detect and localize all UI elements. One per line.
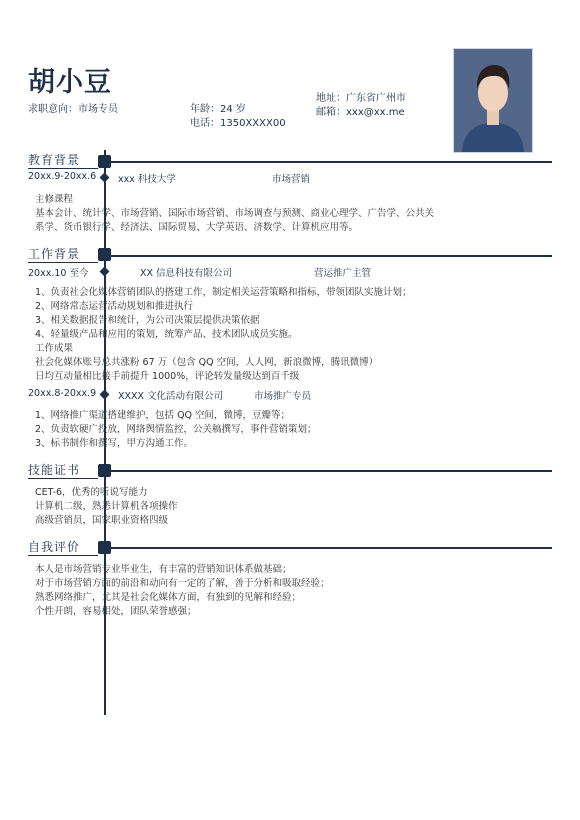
education-major: 市场营销: [272, 174, 311, 185]
self-title: 自我评价: [28, 540, 81, 554]
skills-title-underline: [28, 478, 98, 479]
self-title-underline: [28, 555, 98, 556]
courses-line: 基本会计、统计学、市场营销、国际市场营销、市场调查与预测、商业心理学、广告学、公共关: [35, 208, 435, 219]
education-diamond-marker: [100, 173, 110, 183]
skills-title: 技能证书: [28, 463, 81, 477]
courses-label: 主修课程: [35, 194, 74, 205]
skill-item: CET-6，优秀的听说写能力: [35, 487, 148, 498]
address: [316, 89, 406, 104]
education-title: 教育背景: [28, 153, 81, 167]
age: [190, 100, 246, 115]
job-duty: 2、负责软硬广投放，网络舆情监控，公关稿撰写，事件营销策划；: [35, 424, 317, 435]
job-duty: 3、标书制作和撰写，甲方沟通工作。: [35, 438, 194, 449]
job-date: 20xx.8-20xx.9: [28, 388, 97, 399]
job-duty: 4、轻量级产品和应用的策划，统筹产品、技术团队成员实施。: [35, 329, 298, 340]
job-date: 20xx.10 至今: [28, 268, 89, 279]
work-title-underline: [28, 262, 98, 263]
job-duty: 2、网络常态运营活动规划和推进执行: [35, 301, 194, 312]
skills-divider: [106, 470, 552, 472]
job-role: 市场推广专员: [254, 391, 312, 402]
job-intent-label: 求职意向：: [28, 104, 78, 115]
skill-item: 计算机二级，熟悉计算机各项操作: [35, 501, 178, 512]
courses-line: 系学、货币银行学、经济法、国际贸易、大学英语、济数学、计算机应用等。: [35, 222, 359, 233]
job-diamond-marker: [100, 390, 110, 400]
self-divider: [106, 547, 552, 549]
work-divider: [106, 255, 552, 257]
self-line: 对于市场营销方面的前沿和动向有一定的了解，善于分析和吸取经验；: [35, 578, 330, 589]
job-result: 日均互动量相比接手前提升 1000%，评论转发量级达到百千级: [35, 371, 300, 382]
age-value: 24 岁: [220, 104, 246, 115]
job-role: 营运推广主管: [314, 268, 372, 279]
job-duty: 3、相关数据报告和统计，为公司决策层提供决策依据: [35, 315, 260, 326]
candidate-name: 胡小豆: [28, 67, 112, 98]
education-school: xxx 科技大学: [118, 174, 176, 185]
email-label: 邮箱：: [316, 107, 346, 118]
skill-item: 高级营销员，国家职业资格四级: [35, 515, 169, 526]
address-value: 广东省广州市: [346, 93, 406, 104]
phone-label: 电话：: [190, 118, 220, 129]
phone-value: 1350XXXX00: [220, 118, 286, 129]
job-company: XX 信息科技有限公司: [140, 268, 233, 279]
email-value: xxx@xx.me: [346, 107, 405, 118]
age-label: 年龄：: [190, 104, 220, 115]
email: [316, 103, 405, 118]
profile-photo: [453, 48, 533, 153]
work-title: 工作背景: [28, 247, 81, 261]
job-results-label: 工作成果: [35, 343, 74, 354]
self-line: 个性开朗，容易相处，团队荣誉感强；: [35, 606, 197, 617]
job-duty: 1、网络推广渠道搭建维护，包括 QQ 空间，微博，豆瓣等；: [35, 410, 291, 421]
job-intent-value: 市场专员: [78, 104, 118, 115]
phone: [190, 114, 286, 129]
education-divider: [106, 161, 552, 163]
address-label: 地址：: [316, 93, 346, 104]
job-company: XXXX 文化活动有限公司: [118, 391, 224, 402]
job-intent: [28, 100, 118, 115]
education-date: 20xx.9-20xx.6: [28, 171, 97, 182]
self-line: 熟悉网络推广，尤其是社会化媒体方面，有独到的见解和经验；: [35, 592, 302, 603]
job-diamond-marker: [100, 267, 110, 277]
job-duty: 1、负责社会化媒体营销团队的搭建工作，制定相关运营策略和指标，带领团队实施计划；: [35, 287, 412, 298]
job-result: 社会化媒体账号总共涨粉 67 万（包含 QQ 空间，人人网，新浪微博，腾讯微博）: [35, 357, 379, 368]
person-silhouette-icon: [454, 49, 532, 152]
education-title-underline: [28, 168, 98, 169]
self-line: 本人是市场营销专业毕业生，有丰富的营销知识体系做基础；: [35, 564, 292, 575]
